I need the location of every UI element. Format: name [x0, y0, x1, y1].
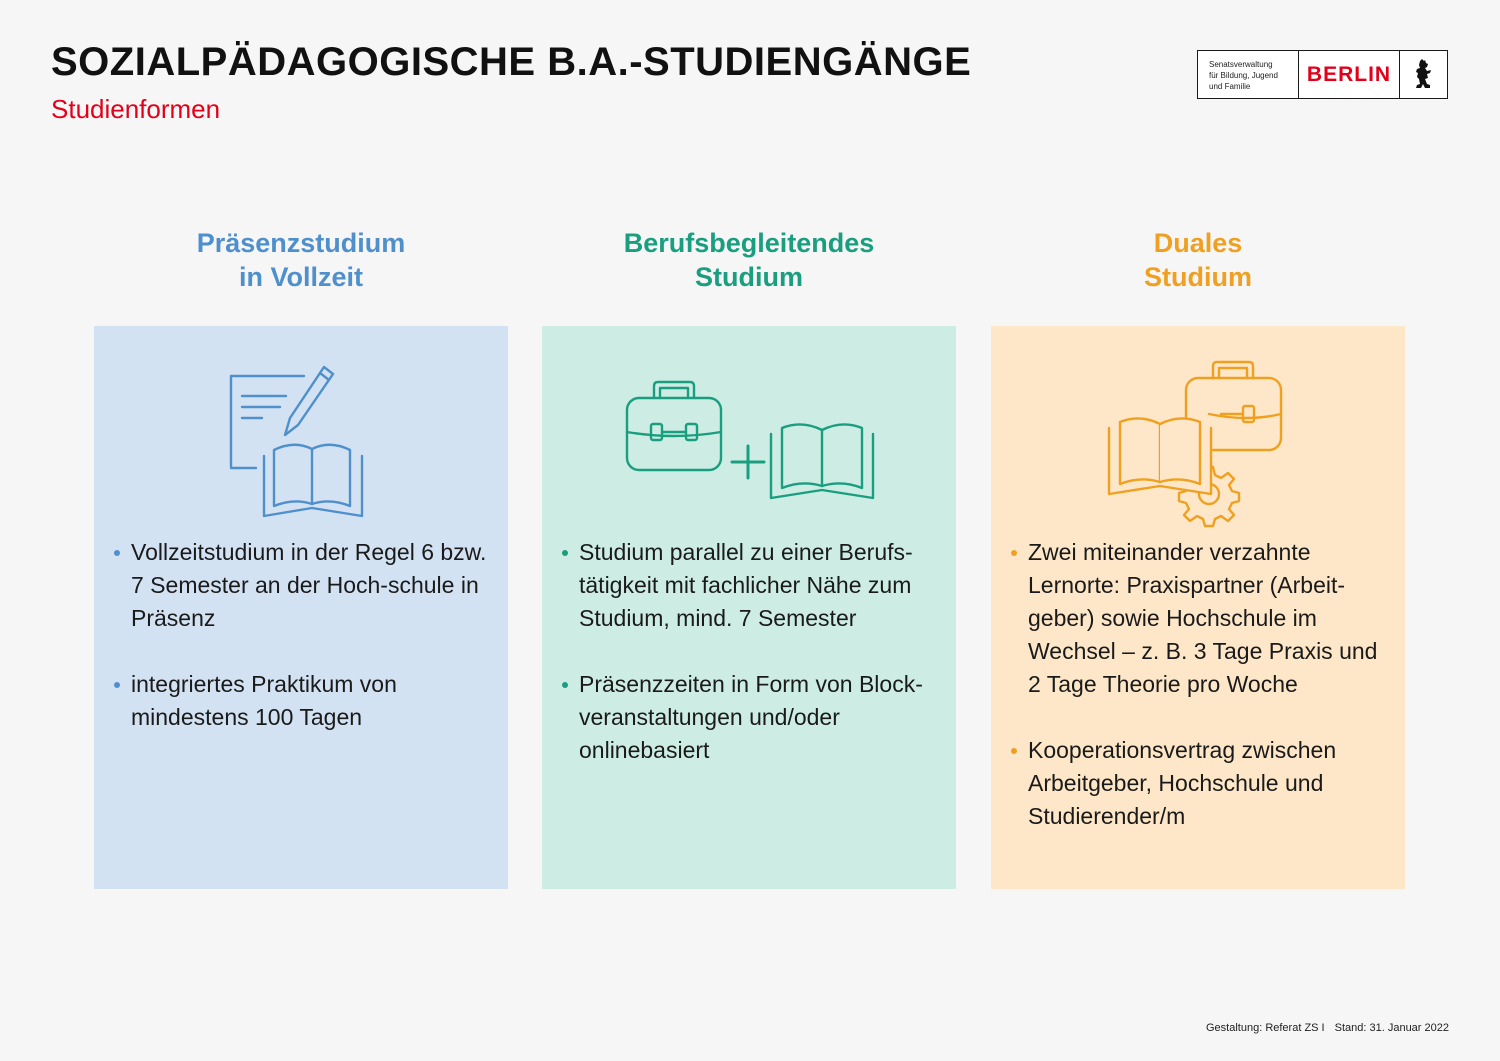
book-briefcase-gear-icon: [991, 356, 1405, 536]
list-item: Kooperationsvertrag zwischen Arbeitgeber, Hochschule und Studierender/m: [1007, 734, 1387, 833]
card-berufsbegleitendes-studium: [542, 326, 956, 889]
bullet-list: [558, 536, 938, 800]
berlin-bear-icon: [1400, 51, 1447, 98]
berlin-logo: [1197, 50, 1448, 99]
column-heading-dual: Duales Studium: [1144, 228, 1252, 292]
list-item: Studium parallel zu einer Berufs-tätigkeit mit fachlicher Nähe zum Studium, mind. 7 Semester: [558, 536, 938, 635]
page-subtitle: Studienformen: [51, 94, 221, 124]
briefcase-plus-book-icon: [542, 356, 956, 536]
footer-design-credit: Gestaltung: Referat ZS I: [1206, 1022, 1325, 1034]
list-item: Präsenzzeiten in Form von Block-veranstaltungen und/oder onlinebasiert: [558, 668, 938, 767]
logo-department: Senatsverwaltung für Bildung, Jugend und Familie: [1198, 51, 1299, 98]
column-heading-berufsbegleitend: Berufsbegleitendes Studium: [623, 228, 875, 292]
card-duales-studium: [991, 326, 1405, 889]
page-title: SOZIALPÄDAGOGISCHE B.A.-STUDIENGÄNGE: [51, 40, 972, 84]
logo-city: BERLIN: [1299, 51, 1400, 98]
list-item: integriertes Praktikum von mindestens 100 Tagen: [110, 668, 490, 734]
bullet-list: [1007, 536, 1387, 866]
footer-date: Stand: 31. Januar 2022: [1334, 1022, 1449, 1034]
footer: [1206, 1022, 1449, 1034]
bullet-list: [110, 536, 490, 767]
notes-pencil-book-icon: [94, 356, 508, 536]
list-item: Zwei miteinander verzahnte Lernorte: Praxispartner (Arbeit-geber) sowie Hochschule im Wechsel – z. B. 3 Tage Praxis und 2 Tage Theorie pro Woche: [1007, 536, 1387, 701]
list-item: Vollzeitstudium in der Regel 6 bzw. 7 Semester an der Hoch-schule in Präsenz: [110, 536, 490, 635]
column-heading-praesenz: Präsenzstudium in Vollzeit: [196, 228, 406, 292]
card-praesenzstudium: [94, 326, 508, 889]
